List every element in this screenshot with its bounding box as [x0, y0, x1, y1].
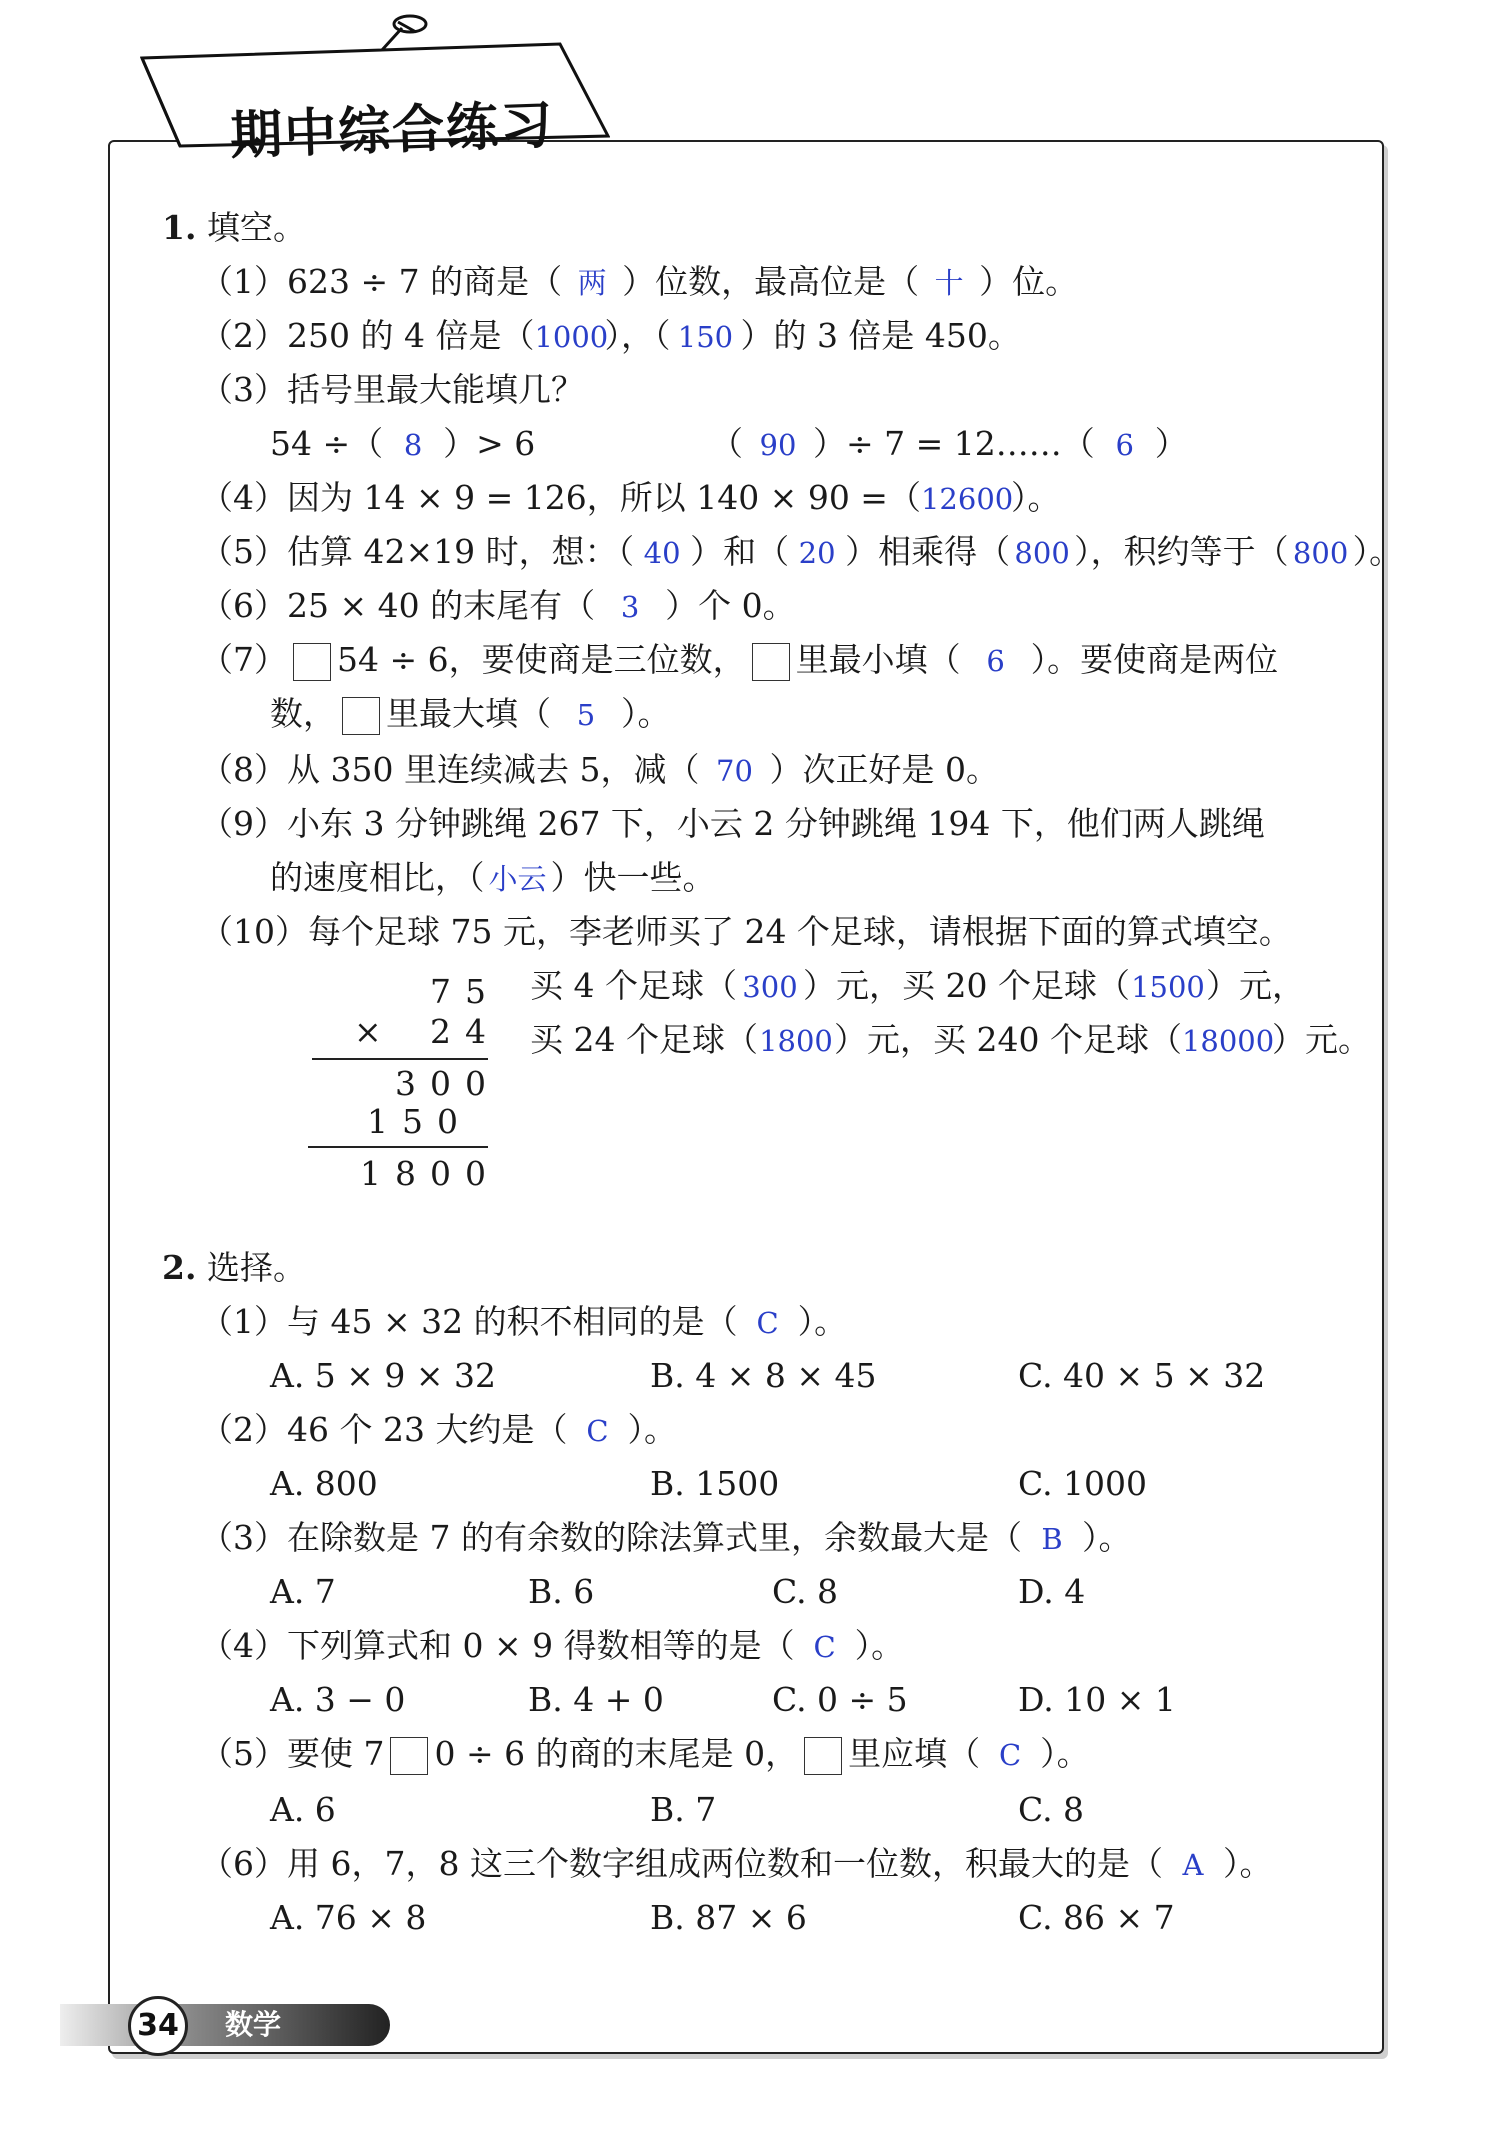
subject-label: 数学	[225, 2008, 282, 2041]
q-text: ）。	[1352, 532, 1403, 571]
option-c: C. 40 × 5 × 32	[1018, 1356, 1266, 1395]
q-text: ）位。	[979, 262, 1079, 301]
option-b: B. 87 × 6	[650, 1898, 807, 1937]
mult-rule	[308, 1146, 488, 1148]
option-d: D. 10 × 1	[1018, 1680, 1176, 1719]
answer: B	[1041, 1522, 1063, 1556]
q-text: 里应填（	[848, 1734, 981, 1773]
option-a: A. 7	[270, 1572, 336, 1611]
answer: 800	[1014, 536, 1070, 570]
option-a: A. 6	[270, 1790, 336, 1829]
s1-q7-line2	[270, 692, 671, 737]
option-c: C. 8	[772, 1572, 839, 1611]
option-c: C. 1000	[1018, 1464, 1148, 1503]
option-b: B. 4 × 8 × 45	[650, 1356, 877, 1395]
option-a: A. 5 × 9 × 32	[270, 1356, 497, 1395]
q-text: ）和（	[690, 532, 790, 571]
q-text: 54 ÷（	[270, 424, 384, 463]
mult-partial-2: 150	[367, 1102, 472, 1141]
answer: A	[1182, 1848, 1204, 1882]
q-text: （1）与 45 × 32 的积不相同的是（	[200, 1302, 738, 1341]
answer: 6	[986, 644, 1005, 678]
q-text: 买 4 个足球（	[530, 966, 737, 1005]
s1-q3-left	[270, 422, 535, 467]
option-b: B. 1500	[650, 1464, 780, 1503]
q-text: 数，	[270, 694, 336, 733]
option-a: A. 800	[270, 1464, 378, 1503]
q-text: 的速度相比，（	[270, 858, 485, 897]
option-c: C. 0 ÷ 5	[772, 1680, 908, 1719]
section-2-title: 选择。	[206, 1248, 306, 1287]
q-text: ），（	[604, 316, 671, 355]
q-text: ）元，	[1205, 966, 1305, 1005]
option-b: B. 6	[528, 1572, 595, 1611]
mult-top: 75	[430, 972, 500, 1011]
q-text: ）元，买 240 个足球（	[833, 1020, 1182, 1059]
q-text: （	[710, 424, 743, 463]
answer: C	[998, 1738, 1022, 1772]
section-1-heading	[162, 206, 306, 250]
answer: 20	[798, 536, 836, 570]
section-1-title: 填空。	[206, 208, 306, 247]
title-banner	[140, 40, 610, 167]
page-number: 34	[128, 1996, 188, 2056]
q-text: 买 24 个足球（	[530, 1020, 758, 1059]
answer: 12600	[920, 482, 1014, 516]
mult-partial-1: 300	[395, 1064, 500, 1103]
mult-rule	[312, 1058, 488, 1060]
q-text: ）个 0。	[665, 586, 796, 625]
option-d: D. 4	[1018, 1572, 1086, 1611]
s1-q10-right2	[530, 1018, 1371, 1063]
s1-q6	[200, 584, 796, 629]
q-text: ）。	[621, 694, 671, 733]
answer: 18000	[1181, 1024, 1275, 1058]
q-text: ），积约等于（	[1074, 532, 1289, 571]
s2-q3	[200, 1516, 1131, 1561]
q-text: ）。	[1040, 1734, 1090, 1773]
answer: 6	[1115, 428, 1134, 462]
q-text: （8）从 350 里连续减去 5，减（	[200, 750, 700, 789]
q-text: 里最小填（	[795, 640, 961, 679]
answer: 40	[643, 536, 681, 570]
option-a: A. 76 × 8	[270, 1898, 427, 1937]
q-text: （2）46 个 23 大约是（	[200, 1410, 568, 1449]
q-text: ）。	[627, 1410, 677, 1449]
q-text: ）快一些。	[550, 858, 716, 897]
q-text: （4）下列算式和 0 × 9 得数相等的是（	[200, 1626, 795, 1665]
s1-q2	[200, 314, 1021, 359]
blank-box	[752, 643, 790, 681]
q-text: （1）623 ÷ 7 的商是（	[200, 262, 563, 301]
answer: 800	[1292, 536, 1349, 570]
q-text: 里最大填（	[386, 694, 551, 733]
option-a: A. 3 − 0	[270, 1680, 406, 1719]
q-text: （6）用 6，7，8 这三个数字组成两位数和一位数，积最大的是（	[200, 1844, 1163, 1883]
pushpin-icon	[372, 10, 432, 56]
s1-q3	[200, 368, 584, 412]
q-text: ）。	[1222, 1844, 1273, 1883]
s1-q9-line2	[270, 856, 716, 901]
s1-q1	[200, 260, 1078, 305]
q-text: ）。	[1081, 1518, 1132, 1557]
answer: 两	[577, 266, 607, 300]
answer: C	[813, 1630, 836, 1664]
section-2-number: 2.	[162, 1248, 197, 1287]
option-b: B. 7	[650, 1790, 717, 1829]
q-text: （5）估算 42×19 时，想：（	[200, 532, 635, 571]
q-text: （7）	[200, 640, 287, 679]
answer: 1000	[534, 320, 609, 354]
s2-q6	[200, 1842, 1272, 1887]
option-b: B. 4 + 0	[528, 1680, 664, 1719]
answer: 8	[403, 428, 423, 462]
s1-q10-right1	[530, 964, 1305, 1009]
answer: 十	[934, 266, 964, 300]
mult-sign: ×	[354, 1012, 382, 1051]
q-text: ）相乘得（	[845, 532, 1011, 571]
s1-q4	[200, 476, 1060, 521]
q-text: ）。	[1010, 478, 1061, 517]
option-c: C. 8	[1018, 1790, 1085, 1829]
page-footer	[60, 1990, 400, 2050]
mult-result: 1800	[360, 1154, 500, 1193]
option-c: C. 86 × 7	[1018, 1898, 1175, 1937]
q-text: ）> 6	[443, 424, 536, 463]
q-text: 0 ÷ 6 的商的末尾是 0，	[434, 1734, 799, 1773]
q-text: ）的 3 倍是 450。	[740, 316, 1021, 355]
answer: 300	[742, 970, 798, 1004]
answer: 90	[759, 428, 797, 462]
q-text: ）元。	[1271, 1020, 1371, 1059]
s2-q5	[200, 1732, 1090, 1777]
q-text: ）位数，最高位是（	[622, 262, 920, 301]
q-text: ）。	[797, 1302, 848, 1341]
q-text: ）。要使商是两位	[1030, 640, 1279, 679]
s1-q9	[200, 802, 1265, 846]
answer: 小云	[488, 862, 547, 896]
q-text: ）	[1154, 424, 1188, 463]
blank-box	[293, 643, 331, 681]
s1-q8	[200, 748, 999, 793]
q-text: （4）因为 14 × 9 = 126，所以 140 × 90 =（	[200, 478, 921, 517]
q-text: （10）每个足球 75 元，李老师买了 24 个足球，请根据下面的算式填空。	[200, 912, 1292, 951]
s2-q2	[200, 1408, 677, 1453]
q-text: （5）要使 7	[200, 1734, 385, 1773]
answer: 1800	[759, 1024, 833, 1058]
q-text: ）÷ 7 = 12……（	[813, 424, 1095, 463]
blank-box	[390, 1737, 428, 1775]
q-text: ）次正好是 0。	[769, 750, 999, 789]
q-text: ）元，买 20 个足球（	[802, 966, 1130, 1005]
answer: 3	[620, 590, 640, 624]
s2-q4	[200, 1624, 904, 1669]
q-text: （3）括号里最大能填几？	[200, 370, 584, 409]
blank-box	[804, 1737, 842, 1775]
blank-box	[342, 697, 380, 735]
s1-q5	[200, 530, 1402, 575]
answer: C	[586, 1414, 609, 1448]
s1-q3-right	[710, 422, 1188, 467]
answer: C	[756, 1306, 779, 1340]
q-text: （3）在除数是 7 的有余数的除法算式里，余数最大是（	[200, 1518, 1022, 1557]
s1-q7	[200, 638, 1278, 683]
q-text: （6）25 × 40 的末尾有（	[200, 586, 596, 625]
answer: 5	[576, 698, 596, 732]
q-text: ）。	[854, 1626, 905, 1665]
answer: 150	[677, 320, 734, 354]
answer: 1500	[1131, 970, 1205, 1004]
section-2-heading	[162, 1246, 306, 1290]
page-title: 期中综合练习	[229, 95, 556, 167]
q-text: （9）小东 3 分钟跳绳 267 下，小云 2 分钟跳绳 194 下，他们两人跳绳	[200, 804, 1265, 843]
q-text: （2）250 的 4 倍是（	[200, 316, 535, 355]
q-text: 54 ÷ 6，要使商是三位数，	[337, 640, 746, 679]
answer: 70	[716, 754, 753, 788]
section-1-number: 1.	[162, 208, 197, 247]
s1-q10	[200, 910, 1292, 954]
s2-q1	[200, 1300, 847, 1345]
mult-second: 24	[430, 1012, 500, 1051]
